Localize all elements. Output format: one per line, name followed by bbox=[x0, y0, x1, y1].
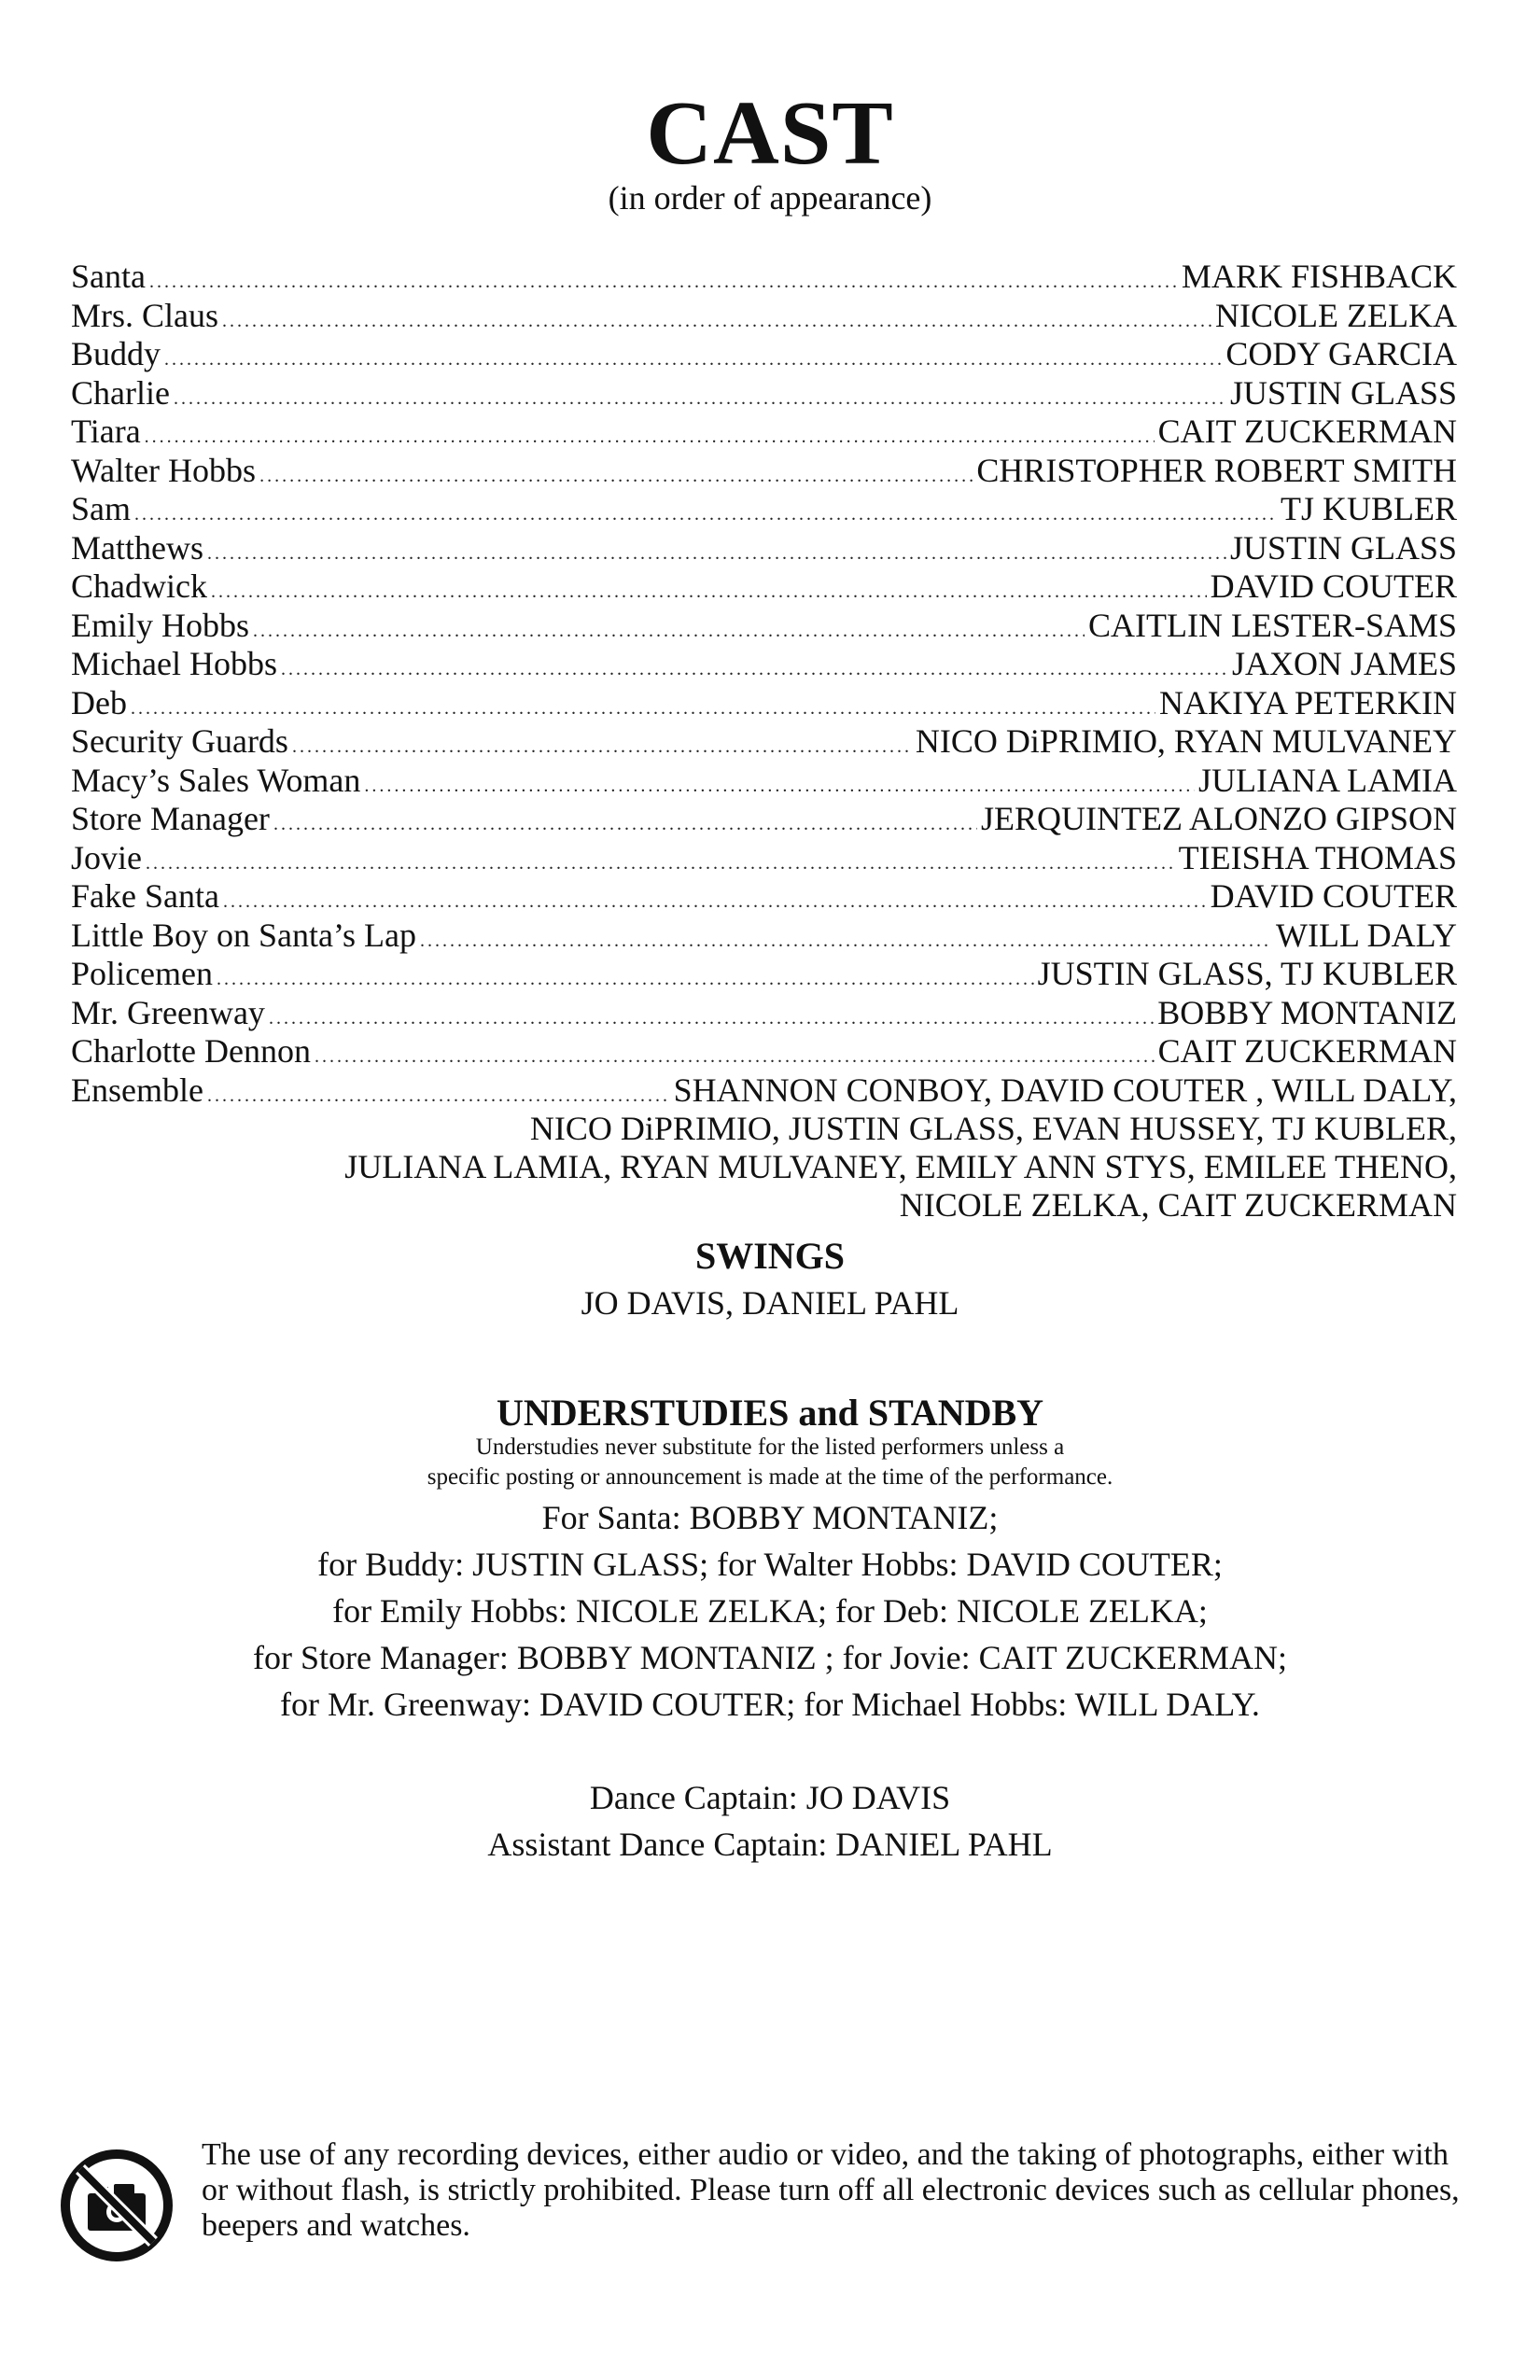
actor-name: WILL DALY bbox=[1276, 916, 1457, 954]
recording-notice: The use of any recording devices, either audio or video, and the taking of photographs, either with or without flash, is strictly prohibited. Please turn off all electronic devices such as cellular phones, beepers and watches. bbox=[202, 2137, 1460, 2243]
leader-dots bbox=[134, 496, 1277, 535]
role-name: Mrs. Claus bbox=[71, 296, 219, 334]
leader-dots bbox=[207, 535, 1226, 574]
role-name: Little Boy on Santa’s Lap bbox=[71, 916, 416, 954]
role-name: Macy’s Sales Woman bbox=[71, 761, 361, 799]
understudy-line: for Mr. Greenway: DAVID COUTER; for Michael Hobbs: WILL DALY. bbox=[280, 1686, 1260, 1723]
actor-name: CHRISTOPHER ROBERT SMITH bbox=[976, 451, 1457, 489]
cast-row bbox=[71, 567, 1457, 607]
role-name: Buddy bbox=[71, 335, 161, 372]
cast-row bbox=[71, 490, 1457, 529]
leader-dots bbox=[253, 612, 1085, 651]
role-name: Jovie bbox=[71, 838, 142, 876]
leader-dots bbox=[281, 651, 1228, 690]
cast-list bbox=[71, 258, 1457, 1110]
ensemble-row bbox=[71, 1071, 1457, 1111]
actor-name: SHANNON CONBOY, DAVID COUTER , WILL DALY, bbox=[673, 1071, 1457, 1109]
dance-captain: Dance Captain: JO DAVIS bbox=[589, 1779, 951, 1816]
role-name: Santa bbox=[71, 258, 146, 295]
cast-row bbox=[71, 800, 1457, 839]
cast-row bbox=[71, 917, 1457, 956]
actor-name: NICO DiPRIMIO, RYAN MULVANEY bbox=[915, 722, 1457, 760]
leader-dots bbox=[222, 302, 1211, 342]
actor-name: TJ KUBLER bbox=[1281, 490, 1457, 527]
actor-name: NICOLE ZELKA bbox=[1215, 296, 1457, 334]
cast-row bbox=[71, 335, 1457, 374]
cast-row bbox=[71, 1032, 1457, 1071]
actor-name: JERQUINTEZ ALONZO GIPSON bbox=[981, 800, 1457, 837]
role-name: Emily Hobbs bbox=[71, 606, 250, 644]
role-name: Charlotte Dennon bbox=[71, 1032, 311, 1070]
role-name: Sam bbox=[71, 490, 132, 527]
role-name: Walter Hobbs bbox=[71, 451, 257, 489]
swings-heading: SWINGS bbox=[694, 1235, 846, 1277]
understudies-heading: UNDERSTUDIES and STANDBY bbox=[496, 1392, 1044, 1434]
actor-name: BOBBY MONTANIZ bbox=[1157, 993, 1457, 1031]
actor-name: JUSTIN GLASS, TJ KUBLER bbox=[1037, 955, 1457, 992]
understudies-note: specific posting or announcement is made at the time of the performance. bbox=[427, 1464, 1113, 1490]
role-name: Matthews bbox=[71, 528, 203, 567]
understudies-note: Understudies never substitute for the listed performers unless a bbox=[475, 1435, 1065, 1460]
role-name: Michael Hobbs bbox=[71, 645, 277, 682]
leader-dots bbox=[273, 805, 977, 845]
cast-row bbox=[71, 684, 1457, 723]
cast-row bbox=[71, 374, 1457, 413]
ensemble-line: JULIANA LAMIA, RYAN MULVANEY, EMILY ANN STYS, EMILEE THENO, bbox=[344, 1148, 1457, 1185]
role-name: Policemen bbox=[71, 955, 213, 992]
cast-row bbox=[71, 839, 1457, 878]
leader-dots bbox=[292, 728, 912, 767]
cast-row bbox=[71, 645, 1457, 684]
cast-row bbox=[71, 452, 1457, 491]
role-name: Fake Santa bbox=[71, 877, 219, 915]
cast-row bbox=[71, 258, 1457, 297]
understudy-line: for Emily Hobbs: NICOLE ZELKA; for Deb: NICOLE ZELKA; bbox=[332, 1592, 1208, 1630]
cast-row bbox=[71, 722, 1457, 762]
actor-name: JULIANA LAMIA bbox=[1198, 761, 1457, 799]
leader-dots bbox=[149, 263, 1178, 302]
role-name: Charlie bbox=[71, 373, 170, 412]
actor-name: JUSTIN GLASS bbox=[1229, 373, 1457, 412]
swings-names: JO DAVIS, DANIEL PAHL bbox=[581, 1284, 959, 1322]
actor-name: TIEISHA THOMAS bbox=[1178, 838, 1457, 876]
cast-row bbox=[71, 877, 1457, 917]
actor-name: JAXON JAMES bbox=[1231, 645, 1457, 682]
actor-name: DAVID COUTER bbox=[1210, 877, 1457, 915]
cast-row bbox=[71, 529, 1457, 568]
page-title: CAST bbox=[646, 83, 894, 184]
actor-name: CAIT ZUCKERMAN bbox=[1157, 1032, 1457, 1070]
role-name: Tiara bbox=[71, 413, 141, 450]
cast-row bbox=[71, 762, 1457, 801]
actor-name: CODY GARCIA bbox=[1225, 335, 1457, 372]
role-name: Mr. Greenway bbox=[71, 993, 265, 1031]
leader-dots bbox=[146, 845, 1175, 884]
role-name: Deb bbox=[71, 683, 127, 721]
understudy-line: for Store Manager: BOBBY MONTANIZ ; for Jovie: CAIT ZUCKERMAN; bbox=[252, 1639, 1287, 1676]
role-name: Ensemble bbox=[71, 1071, 203, 1109]
understudy-line: For Santa: BOBBY MONTANIZ; bbox=[541, 1499, 999, 1536]
role-name: Security Guards bbox=[71, 722, 288, 760]
cast-row bbox=[71, 297, 1457, 336]
assistant-dance-captain: Assistant Dance Captain: DANIEL PAHL bbox=[487, 1826, 1053, 1863]
actor-name: DAVID COUTER bbox=[1210, 567, 1457, 605]
leader-dots bbox=[217, 960, 1034, 1000]
leader-dots bbox=[259, 457, 973, 497]
leader-dots bbox=[174, 380, 1226, 419]
actor-name: CAITLIN LESTER-SAMS bbox=[1088, 606, 1457, 644]
role-name: Store Manager bbox=[71, 800, 270, 837]
page-subtitle: (in order of appearance) bbox=[608, 179, 932, 217]
actor-name: CAIT ZUCKERMAN bbox=[1157, 413, 1457, 450]
leader-dots bbox=[269, 1000, 1154, 1039]
no-camera-icon bbox=[60, 2149, 174, 2262]
cast-row bbox=[71, 607, 1457, 646]
cast-row bbox=[71, 413, 1457, 452]
actor-name: MARK FISHBACK bbox=[1181, 258, 1457, 295]
cast-row bbox=[71, 994, 1457, 1033]
ensemble-line: NICO DiPRIMIO, JUSTIN GLASS, EVAN HUSSEY, TJ KUBLER, bbox=[529, 1110, 1457, 1147]
role-name: Chadwick bbox=[71, 567, 207, 605]
understudy-line: for Buddy: JUSTIN GLASS; for Walter Hobbs: DAVID COUTER; bbox=[317, 1546, 1223, 1583]
actor-name: JUSTIN GLASS bbox=[1229, 528, 1457, 567]
cast-row bbox=[71, 955, 1457, 994]
leader-dots bbox=[164, 341, 1222, 380]
ensemble-line: NICOLE ZELKA, CAIT ZUCKERMAN bbox=[899, 1186, 1457, 1224]
leader-dots bbox=[211, 573, 1207, 612]
actor-name: NAKIYA PETERKIN bbox=[1159, 683, 1457, 721]
